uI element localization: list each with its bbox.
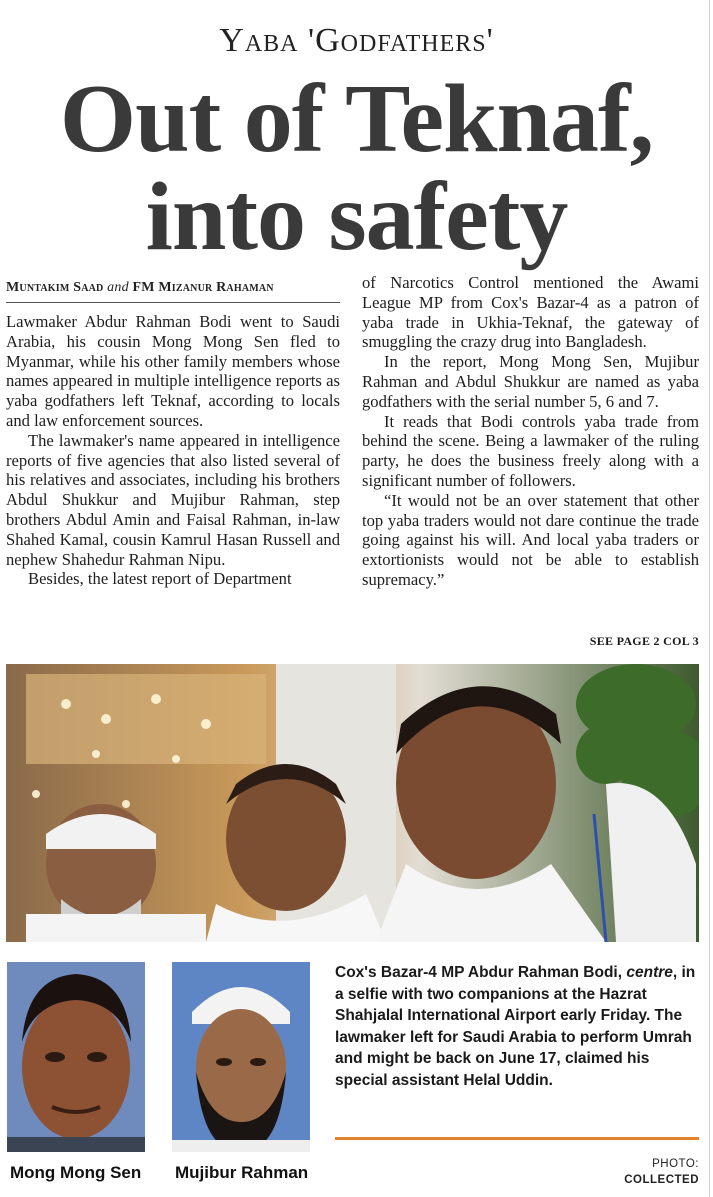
portrait-image [7, 962, 145, 1152]
see-page-link[interactable]: SEE PAGE 2 COL 3 [589, 634, 699, 648]
caption-rest: , in a selfie with two companions at the Hazrat Shahjalal International Airport early Friday. The lawmaker left for Saudi Arabia to perform Umrah and might be back on June 17, claimed his special assistant Helal Uddin. [335, 964, 696, 1089]
headline-line-2: into safety [145, 163, 568, 271]
article-paragraph: Besides, the latest report of Department [28, 569, 292, 589]
byline-joiner: and [107, 280, 129, 295]
caption-italic: centre [626, 964, 673, 981]
article-column-1 [6, 312, 340, 589]
kicker: Yaba 'Godfathers' [219, 22, 494, 59]
article-paragraph: In the report, Mong Mong Sen, Mujibur Rahman and Abdul Shukkur are named as yaba godfathers with the serial number 5, 6 and 7. [362, 352, 699, 411]
photo-credit-label: PHOTO: [652, 1158, 699, 1170]
article-paragraph: of Narcotics Control mentioned the Awami League MP from Cox's Bazar-4 as a patron of yaba trade in Ukhia-Teknaf, the gateway of smuggling the crazy drug into Bangladesh. [362, 273, 699, 352]
selfie-photo-image [6, 664, 699, 942]
portrait-name-1: Mong Mong Sen [10, 1163, 142, 1182]
byline-author-2: FM Mizanur Rahaman [132, 280, 274, 295]
caption-lead: Cox's Bazar-4 MP Abdur Rahman Bodi, [335, 964, 627, 981]
article-paragraph: It reads that Bodi controls yaba trade from behind the scene. Being a lawmaker of the ruling party, he does the business freely along with a significant number of followers. [362, 411, 699, 490]
byline-rule [6, 302, 340, 303]
portrait-name-2: Mujibur Rahman [175, 1163, 309, 1182]
portrait-mong-mong-sen [7, 962, 145, 1152]
article-paragraph: “It would not be an over statement that other top yaba traders would not dare continue the trade going against his will. And local yaba traders or extortionists would not be able to establish supremacy.” [362, 490, 699, 589]
headline-line-1: Out of Teknaf, [59, 65, 654, 173]
photo-caption [335, 962, 699, 1091]
portrait-mujibur-rahman [172, 962, 310, 1152]
photo-credit-source: COLLECTED [624, 1174, 699, 1186]
portrait-image [172, 962, 310, 1152]
selfie-photo [6, 664, 699, 942]
article-column-2 [362, 273, 699, 590]
caption-accent-rule [335, 1137, 699, 1140]
byline-author-1: Muntakim Saad [6, 280, 104, 295]
article-paragraph: Lawmaker Abdur Rahman Bodi went to Saudi Arabia, his cousin Mong Mong Sen fled to Myanmar, while his other family members whose names appeared in multiple intelligence reports as yaba godfathers left Teknaf, according to locals and law enforcement sources. [6, 312, 340, 430]
byline [6, 280, 340, 296]
article-paragraph: The lawmaker's name appeared in intelligence reports of five agencies that also listed several of his relatives and associates, including his brothers Abdul Shukkur and Mujibur Rahman, step brothers Abdul Amin and Faisal Rahman, in-law Shahed Kamal, cousin Kamrul Hasan Russell and nephew Shahedur Rahman Nipu. [6, 430, 340, 569]
